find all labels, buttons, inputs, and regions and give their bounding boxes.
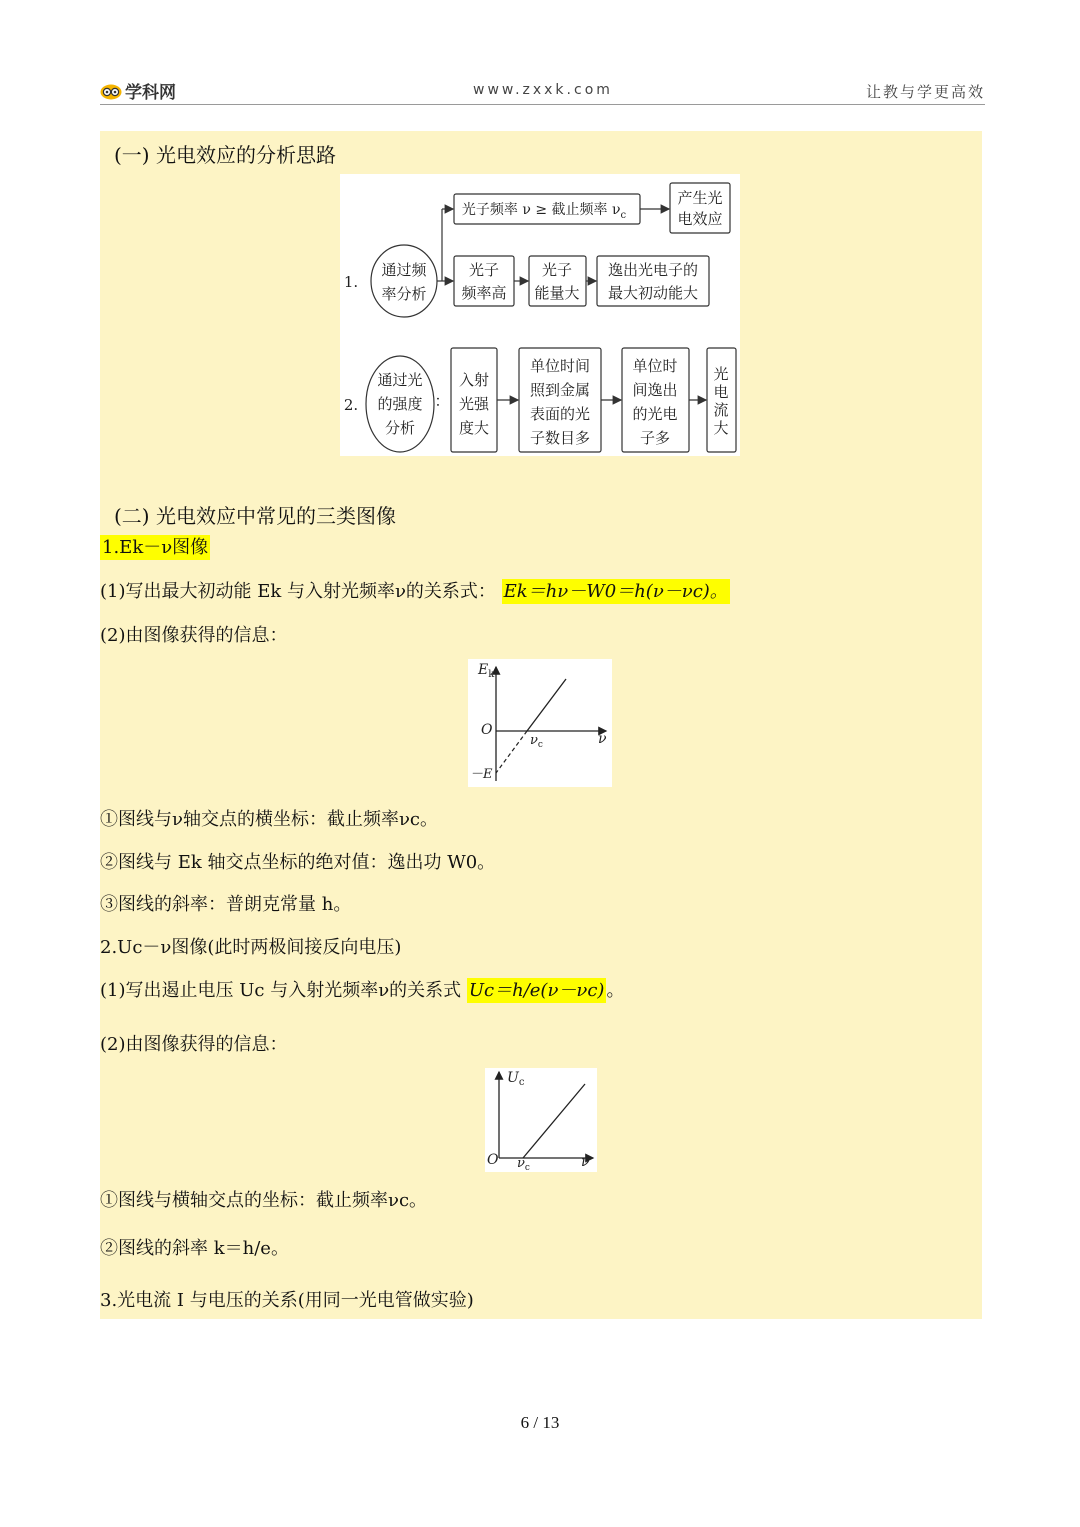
flow1-start-node bbox=[371, 245, 437, 317]
flow2-step3-line: 单位时 bbox=[632, 357, 678, 375]
uc-line bbox=[523, 1084, 585, 1158]
item1-question2: (2)由图像获得的信息： bbox=[100, 625, 288, 646]
flow1-index: 1. bbox=[343, 273, 359, 291]
flow1-step1-line2: 频率高 bbox=[461, 284, 507, 302]
flow2-step2-line: 子数目多 bbox=[529, 429, 591, 447]
ek-cutoff-label: $\nu_c$ bbox=[530, 733, 543, 750]
flow2-step1-line: 度大 bbox=[458, 419, 490, 437]
flow1-step3-line2: 最大初动能大 bbox=[607, 284, 699, 302]
uc-nu-graph bbox=[485, 1068, 597, 1172]
flow2-index: 2. bbox=[343, 396, 359, 414]
flow1-step2-line1: 光子 bbox=[541, 261, 573, 279]
flow1-result-line2: 电效应 bbox=[677, 210, 723, 228]
ek-x-label: ν bbox=[598, 731, 607, 747]
flow2-start-line1: 通过光 bbox=[377, 371, 423, 389]
flow1-condition: 光子频率 ν ≥ 截止频率 $\nu_c$ bbox=[461, 202, 627, 221]
flow1-start-line1: 通过频 bbox=[381, 261, 427, 279]
section2-title: (二) 光电效应中常见的三类图像 bbox=[114, 504, 396, 528]
slogan: 让教与学更高效 bbox=[865, 83, 985, 101]
uc-cutoff-label: $\nu_c$ bbox=[517, 1156, 530, 1172]
flow2-step4-line: 流 bbox=[713, 401, 729, 419]
item2-heading: 2.Uc－ν图像(此时两极间接反向电压) bbox=[100, 937, 402, 958]
ek-neg-label: －E bbox=[470, 767, 493, 782]
item2-question2: (2)由图像获得的信息： bbox=[100, 1034, 288, 1055]
item2-question1: (1)写出遏止电压 Uc 与入射光频率ν的关系式 bbox=[100, 980, 462, 1001]
flow2-step4-line: 光 bbox=[713, 365, 729, 383]
flow2-start-line3: 分析 bbox=[384, 419, 416, 437]
item1-formula: Ek＝hν－W0＝h(ν－νc)。 bbox=[503, 581, 728, 602]
flow2-step2-line: 表面的光 bbox=[529, 405, 591, 423]
flow2-step4-line: 大 bbox=[713, 419, 729, 437]
page-number: 6 / 13 bbox=[520, 1413, 560, 1432]
section1-title: (一) 光电效应的分析思路 bbox=[114, 143, 336, 167]
flow1-start-line2: 率分析 bbox=[381, 285, 427, 303]
page-header bbox=[100, 76, 985, 105]
flow2-step1-line: 光强 bbox=[458, 395, 490, 413]
ek-solid-line bbox=[527, 679, 566, 731]
content-panel bbox=[100, 131, 982, 1319]
owl-logo-icon bbox=[100, 82, 122, 100]
flow2-step3-line: 子多 bbox=[639, 429, 671, 447]
uc-origin-label: O bbox=[487, 1152, 499, 1168]
site-url[interactable]: www.zxxk.com bbox=[473, 82, 613, 98]
uc-y-label: $U_c$ bbox=[507, 1070, 525, 1088]
logo-text: 学科网 bbox=[125, 83, 176, 103]
item1-question1: (1)写出最大初动能 Ek 与入射光频率ν的关系式： bbox=[100, 581, 496, 602]
ek-origin-label: O bbox=[481, 722, 493, 738]
logo[interactable] bbox=[100, 78, 176, 103]
item2-formula: Uc＝h/e(ν－νc) bbox=[468, 980, 605, 1001]
flow1-result-line1: 产生光 bbox=[677, 189, 723, 207]
item2-info2: ②图线的斜率 k＝h/e。 bbox=[100, 1238, 289, 1259]
item2-formula-end: 。 bbox=[606, 980, 625, 1001]
item1-info2: ②图线与 Ek 轴交点坐标的绝对值：逸出功 W0。 bbox=[100, 852, 496, 873]
item1-heading: 1.Ek－ν图像 bbox=[102, 537, 209, 558]
item1-info1: ①图线与ν轴交点的横坐标：截止频率νc。 bbox=[100, 809, 438, 830]
analysis-flowchart bbox=[340, 174, 740, 456]
item1-info3: ③图线的斜率：普朗克常量 h。 bbox=[100, 894, 352, 915]
flow2-step3-line: 的光电 bbox=[632, 405, 678, 423]
flow2-step3-line: 间逸出 bbox=[632, 381, 678, 399]
ek-nu-graph bbox=[468, 659, 612, 787]
uc-x-label: ν bbox=[581, 1154, 590, 1170]
flow2-step2-line: 照到金属 bbox=[529, 381, 591, 399]
flow2-step1-line: 入射 bbox=[458, 371, 490, 389]
item3-heading: 3.光电流 I 与电压的关系(用同一光电管做实验) bbox=[100, 1290, 474, 1311]
flow2-start-line2: 的强度 bbox=[377, 395, 423, 413]
ek-dashed-extension bbox=[496, 731, 527, 773]
flow1-step3-line1: 逸出光电子的 bbox=[607, 261, 699, 279]
item2-info1: ①图线与横轴交点的坐标：截止频率νc。 bbox=[100, 1190, 428, 1211]
flow2-colon: ： bbox=[434, 392, 450, 410]
flow1-step2-line2: 能量大 bbox=[534, 284, 580, 302]
flow1-step1-line1: 光子 bbox=[468, 261, 500, 279]
flow2-step4-line: 电 bbox=[713, 383, 729, 401]
ek-y-label: $E_k$ bbox=[478, 662, 495, 680]
flow2-step2-line: 单位时间 bbox=[529, 357, 591, 375]
